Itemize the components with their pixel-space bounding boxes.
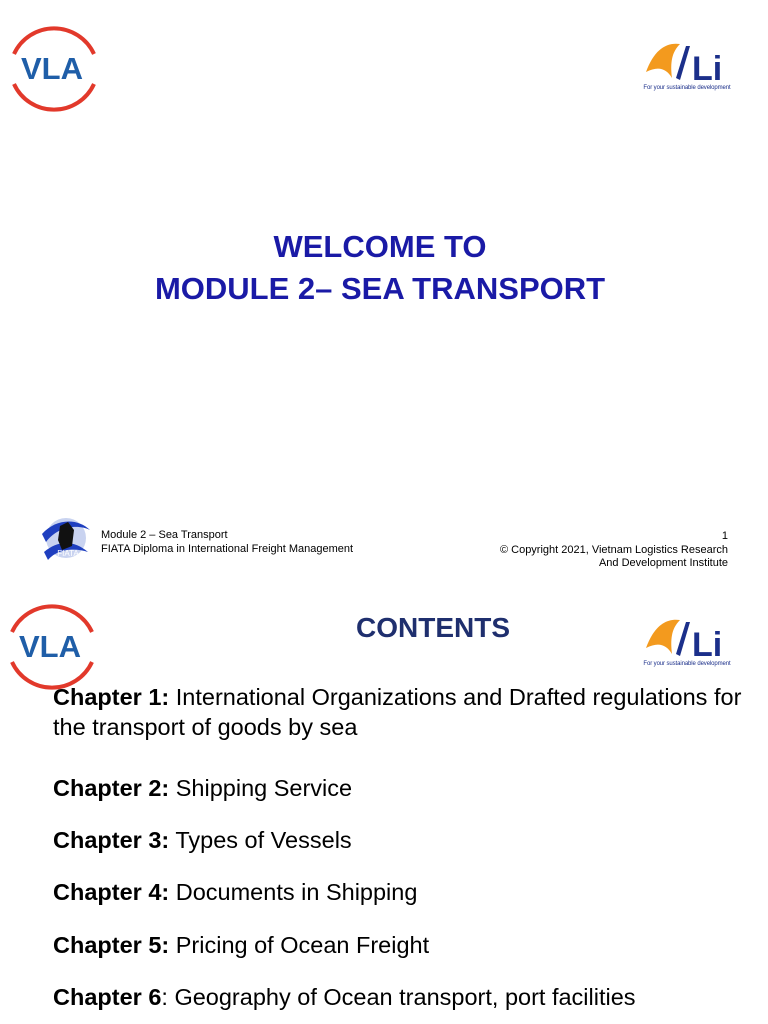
chapter-label: Chapter 4:: [53, 879, 170, 905]
chapter-item-2: [53, 773, 753, 803]
page-title: [0, 226, 760, 310]
footer-left: [101, 528, 353, 556]
footer-right: [500, 530, 728, 571]
contents-heading: CONTENTS: [356, 612, 510, 643]
chapter-title: International Organizations and Drafted regulations for the transport of goods by sea: [53, 684, 742, 740]
chapter-label: Chapter 3:: [53, 827, 170, 853]
vla-logo-text: VLA: [19, 629, 81, 664]
svg-text:FIATA: FIATA: [57, 549, 79, 558]
vli-logo: [642, 38, 732, 100]
chapter-label: Chapter 1:: [53, 684, 170, 710]
chapter-item-6: [53, 982, 753, 1012]
fiata-logo: [38, 512, 94, 564]
title-line-2: MODULE 2– SEA TRANSPORT: [154, 271, 606, 306]
chapter-item-3: [53, 825, 753, 855]
page-number: 1: [721, 530, 728, 542]
chapter-item-5: [53, 930, 753, 960]
slide-contents: [0, 576, 768, 1024]
chapter-label: Chapter 2:: [53, 775, 170, 801]
chapter-title: Pricing of Ocean Freight: [169, 932, 430, 958]
vla-logo: [2, 20, 102, 120]
chapter-item-4: [53, 877, 753, 907]
chapter-label: Chapter 5:: [53, 932, 170, 958]
title-line-1: WELCOME TO: [273, 229, 487, 264]
chapter-label: Chapter 6: [53, 984, 162, 1010]
vli-logo: [642, 614, 732, 676]
vli-tagline: For your sustainable development: [643, 85, 731, 91]
vli-tagline: For your sustainable development: [643, 661, 731, 667]
chapter-title: Shipping Service: [169, 775, 353, 801]
copyright-line-1: © Copyright 2021, Vietnam Logistics Research: [499, 543, 728, 556]
footer-module: Module 2 – Sea Transport: [101, 529, 228, 541]
chapter-title: : Geography of Ocean transport, port facilities: [161, 984, 636, 1010]
chapter-item-1: [53, 682, 753, 742]
vli-logo-text: Li: [692, 50, 723, 88]
vli-logo-text: Li: [692, 626, 723, 664]
chapter-title: Types of Vessels: [169, 827, 352, 853]
chapter-title: Documents in Shipping: [169, 879, 418, 905]
footer-course: FIATA Diploma in International Freight Management: [101, 543, 354, 555]
vla-logo-text: VLA: [21, 51, 83, 86]
copyright-line-2: And Development Institute: [598, 557, 728, 569]
